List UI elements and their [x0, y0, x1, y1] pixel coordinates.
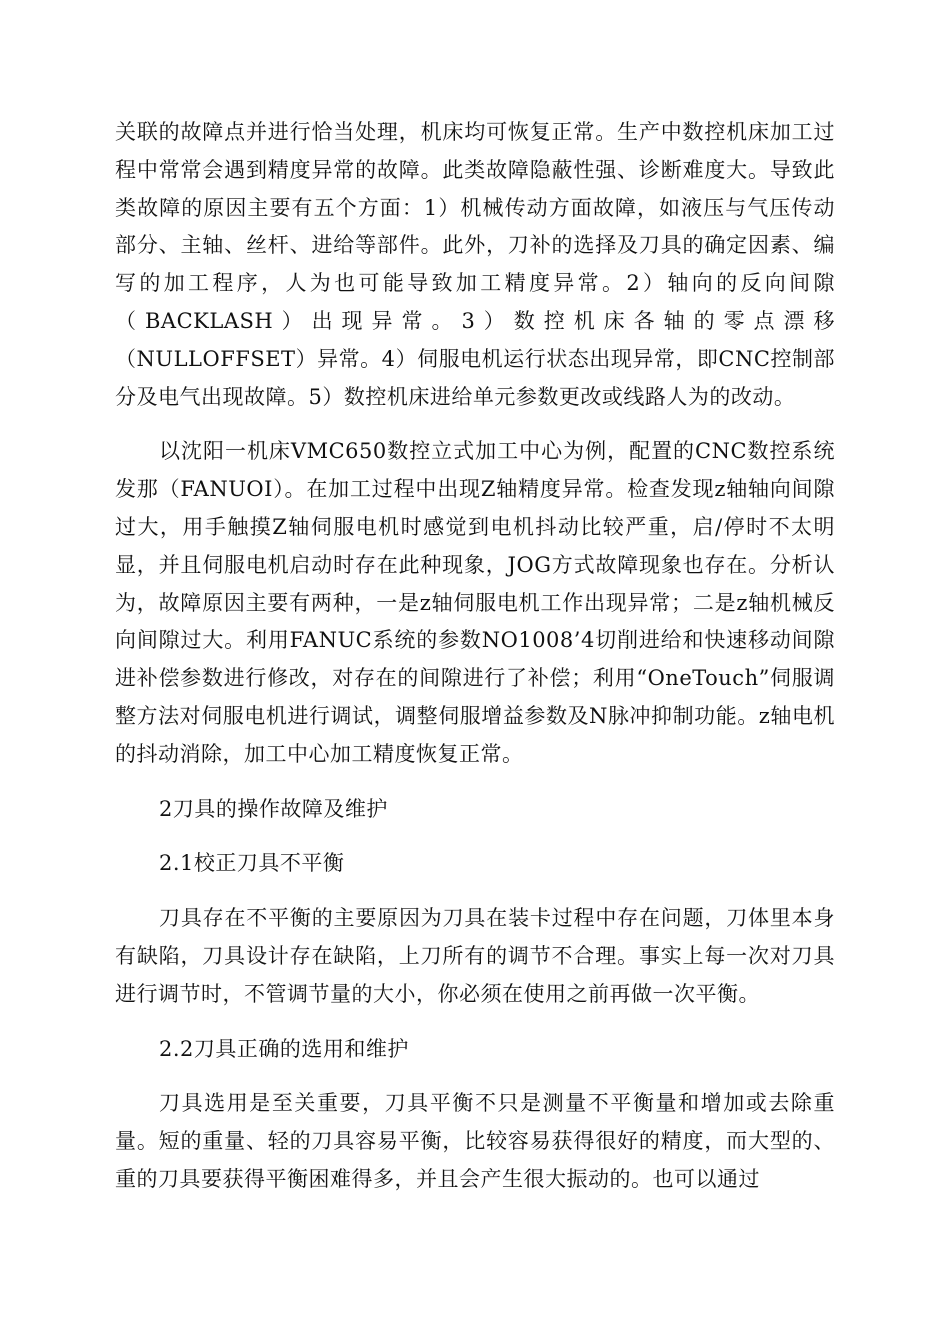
document-page	[115, 114, 835, 1216]
paragraph-precision-faults: 关联的故障点并进行恰当处理，机床均可恢复正常。生产中数控机床加工过程中常常会遇到精度异常的故障。此类故障隐蔽性强、诊断难度大。导致此类故障的原因主要有五个方面：1）机械传动方面故障，如液压与气压传动部分、主轴、丝杆、进给等部件。此外，刀补的选择及刀具的确定因素、编写的加工程序，人为也可能导致加工精度异常。2）轴向的反向间隙（BACKLASH）出现异常。3）数控机床各轴的零点漂移（NULLOFFSET）异常。4）伺服电机运行状态出现异常，即CNC控制部分及电气出现故障。5）数控机床进给单元参数更改或线路人为的改动。	[115, 120, 835, 409]
section-heading-tool-faults: 2刀具的操作故障及维护	[159, 796, 388, 821]
paragraph-vmc650-example: 以沈阳一机床VMC650数控立式加工中心为例，配置的CNC数控系统发那（FANUOI）。在加工过程中出现Z轴精度异常。检查发现z轴轴向间隙过大，用手触摸Z轴伺服电机时感觉到电机抖动比较严重，启/停时不太明显，并且伺服电机启动时存在此种现象，JOG方式故障现象也存在。分析认为，故障原因主要有两种，一是z轴伺服电机工作出现异常；二是z轴机械反向间隙过大。利用FANUC系统的参数NO1008’4切削进给和快速移动间隙进补偿参数进行修改，对存在的间隙进行了补偿；利用“OneTouch”伺服调整方法对伺服电机进行调试，调整伺服增益参数及N脉冲抑制功能。z轴电机的抖动消除，加工中心加工精度恢复正常。	[115, 439, 836, 766]
paragraph-tool-imbalance: 刀具存在不平衡的主要原因为刀具在装卡过程中存在问题，刀体里本身有缺陷，刀具设计存在缺陷，上刀所有的调节不合理。事实上每一次对刀具进行调节时，不管调节量的大小，你必须在使用之前再做一次平衡。	[115, 906, 835, 1006]
paragraph-tool-selection: 刀具选用是至关重要，刀具平衡不只是测量不平衡量和增加或去除重量。短的重量、轻的刀具容易平衡，比较容易获得很好的精度，而大型的、重的刀具要获得平衡困难得多，并且会产生很大振动的。也可以通过	[115, 1091, 835, 1191]
subsection-heading-tool-selection: 2.2刀具正确的选用和维护	[159, 1036, 409, 1061]
subsection-heading-tool-imbalance: 2.1校正刀具不平衡	[159, 851, 345, 876]
